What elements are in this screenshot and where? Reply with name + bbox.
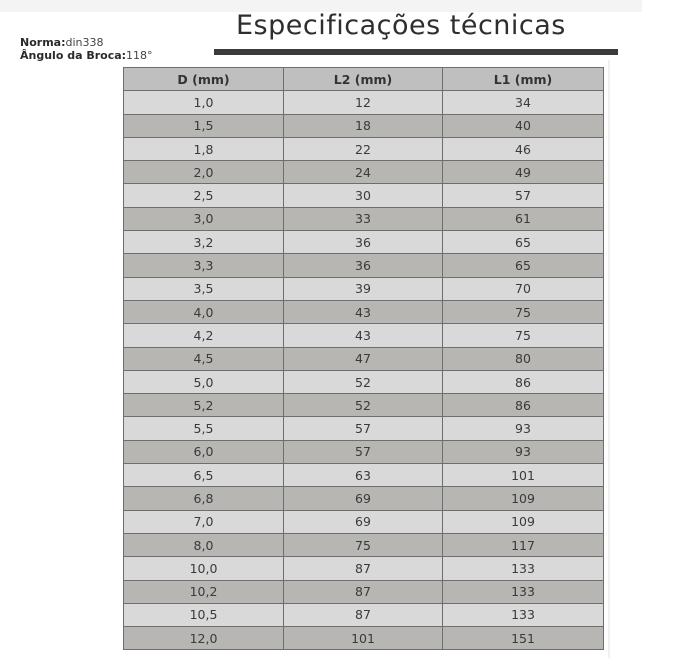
- table-row: [124, 510, 604, 533]
- table-row: [124, 254, 604, 277]
- table-row: [124, 137, 604, 160]
- cell-d: 6,5: [124, 464, 284, 487]
- cell-l1: 75: [443, 300, 604, 323]
- cell-l2: 22: [284, 137, 443, 160]
- cell-d: 10,5: [124, 603, 284, 626]
- cell-l1: 86: [443, 370, 604, 393]
- cell-d: 5,5: [124, 417, 284, 440]
- title-underline: [214, 49, 618, 55]
- cell-d: 3,2: [124, 231, 284, 254]
- cell-l1: 57: [443, 184, 604, 207]
- cell-d: 1,8: [124, 137, 284, 160]
- cell-l2: 30: [284, 184, 443, 207]
- cell-d: 12,0: [124, 627, 284, 650]
- cell-l2: 18: [284, 114, 443, 137]
- cell-l1: 93: [443, 440, 604, 463]
- cell-l1: 133: [443, 557, 604, 580]
- cell-l2: 87: [284, 557, 443, 580]
- column-header-d: D (mm): [124, 68, 284, 91]
- table-row: [124, 580, 604, 603]
- cell-l2: 57: [284, 440, 443, 463]
- spec-meta: [20, 36, 153, 62]
- cell-d: 8,0: [124, 533, 284, 556]
- cell-l1: 86: [443, 394, 604, 417]
- cell-l1: 40: [443, 114, 604, 137]
- table-row: [124, 114, 604, 137]
- cell-l1: 109: [443, 510, 604, 533]
- cell-d: 5,0: [124, 370, 284, 393]
- cell-d: 1,5: [124, 114, 284, 137]
- cell-l1: 34: [443, 91, 604, 114]
- cell-d: 4,0: [124, 300, 284, 323]
- table-row: [124, 557, 604, 580]
- cell-l2: 52: [284, 370, 443, 393]
- norma-label: Norma:: [20, 36, 66, 49]
- cell-d: 4,5: [124, 347, 284, 370]
- cell-l2: 39: [284, 277, 443, 300]
- angulo-label: Ângulo da Broca:: [20, 49, 127, 62]
- table-row: [124, 347, 604, 370]
- cell-l2: 101: [284, 627, 443, 650]
- cell-d: 1,0: [124, 91, 284, 114]
- table-row: [124, 533, 604, 556]
- table-row: [124, 627, 604, 650]
- cell-l2: 43: [284, 324, 443, 347]
- cell-d: 2,0: [124, 161, 284, 184]
- cell-l2: 33: [284, 207, 443, 230]
- cell-l1: 109: [443, 487, 604, 510]
- cell-l1: 117: [443, 533, 604, 556]
- cell-d: 5,2: [124, 394, 284, 417]
- cell-d: 10,0: [124, 557, 284, 580]
- norma-line: [20, 36, 153, 49]
- column-header-l2: L2 (mm): [284, 68, 443, 91]
- cell-l2: 52: [284, 394, 443, 417]
- cell-d: 6,0: [124, 440, 284, 463]
- cell-l1: 75: [443, 324, 604, 347]
- cell-l1: 70: [443, 277, 604, 300]
- cell-l2: 63: [284, 464, 443, 487]
- cell-l1: 49: [443, 161, 604, 184]
- table-header-row: [124, 68, 604, 91]
- cell-d: 3,5: [124, 277, 284, 300]
- spec-table: [123, 67, 604, 650]
- cell-d: 2,5: [124, 184, 284, 207]
- table-row: [124, 300, 604, 323]
- table-row: [124, 394, 604, 417]
- cell-l1: 101: [443, 464, 604, 487]
- table-row: [124, 91, 604, 114]
- cell-l1: 133: [443, 580, 604, 603]
- cell-l1: 93: [443, 417, 604, 440]
- cell-l2: 75: [284, 533, 443, 556]
- cell-l1: 133: [443, 603, 604, 626]
- cell-d: 10,2: [124, 580, 284, 603]
- cell-d: 7,0: [124, 510, 284, 533]
- cell-l2: 43: [284, 300, 443, 323]
- spec-table-container: [123, 67, 603, 650]
- cell-l2: 36: [284, 231, 443, 254]
- table-row: [124, 277, 604, 300]
- page-title: Especificações técnicas: [236, 10, 566, 41]
- table-row: [124, 370, 604, 393]
- angulo-line: [20, 49, 153, 62]
- cell-l2: 69: [284, 510, 443, 533]
- angulo-value: 118°: [126, 49, 153, 62]
- cell-d: 3,3: [124, 254, 284, 277]
- cell-l1: 65: [443, 254, 604, 277]
- table-row: [124, 324, 604, 347]
- table-row: [124, 440, 604, 463]
- table-row: [124, 603, 604, 626]
- cell-l1: 151: [443, 627, 604, 650]
- cell-l2: 24: [284, 161, 443, 184]
- cell-l2: 87: [284, 580, 443, 603]
- cell-d: 6,8: [124, 487, 284, 510]
- cell-l2: 69: [284, 487, 443, 510]
- cell-l1: 61: [443, 207, 604, 230]
- cell-l1: 80: [443, 347, 604, 370]
- table-row: [124, 487, 604, 510]
- cell-l2: 87: [284, 603, 443, 626]
- cell-l1: 46: [443, 137, 604, 160]
- norma-value: din338: [65, 36, 104, 49]
- right-edge-divider: [608, 60, 610, 658]
- table-row: [124, 207, 604, 230]
- table-row: [124, 464, 604, 487]
- cell-d: 3,0: [124, 207, 284, 230]
- table-row: [124, 184, 604, 207]
- cell-l2: 36: [284, 254, 443, 277]
- column-header-l1: L1 (mm): [443, 68, 604, 91]
- cell-l2: 57: [284, 417, 443, 440]
- cell-l1: 65: [443, 231, 604, 254]
- table-row: [124, 231, 604, 254]
- table-body: [124, 91, 604, 650]
- cell-l2: 47: [284, 347, 443, 370]
- table-row: [124, 417, 604, 440]
- cell-l2: 12: [284, 91, 443, 114]
- cell-d: 4,2: [124, 324, 284, 347]
- table-row: [124, 161, 604, 184]
